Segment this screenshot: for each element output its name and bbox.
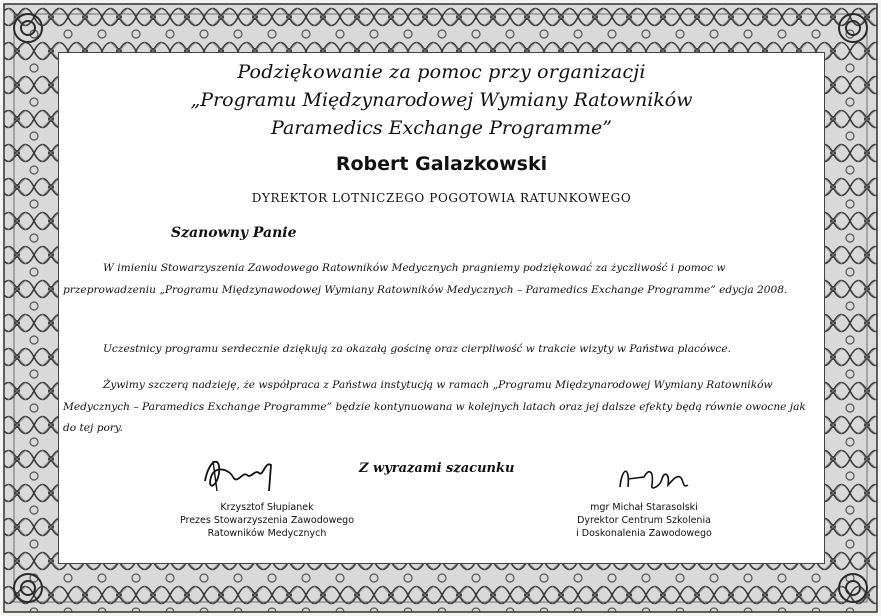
left-signatory-title-1: Prezes Stowarzyszenia Zawodowego (179, 515, 355, 526)
left-signatory-name: Krzysztof Słupianek (220, 502, 314, 513)
right-signatory-name: mgr Michał Starasolski (590, 502, 698, 513)
closing: Z wyrazami szacunku (359, 461, 515, 476)
left-signatory-title-2: Ratowników Medycznych (207, 528, 327, 539)
recipient-name: Robert Galazkowski (335, 153, 548, 175)
paragraph-3: Żywimy szczerą nadzieję, że współpraca z Państwa instytucją w ramach „Programu Międzynarodowej Wymiany Ratowników Medycznych – Paramedics Exchange Programme” będzie kontynuowana w kolejnych latach oraz jej dalsze efekty będą równie owocne jak do tej pory. (63, 379, 806, 434)
right-signatory-title-1: Dyrektor Centrum Szkolenia (577, 515, 711, 526)
right-signatory-title-2: i Doskonalenia Zawodowego (576, 528, 712, 539)
right-signature (614, 457, 694, 497)
title-line-2: „Programu Międzynarodowej Wymiany Ratowników (190, 89, 693, 111)
title-line-3: Paramedics Exchange Programme” (271, 117, 612, 139)
paragraph-1: W imieniu Stowarzyszenia Zawodowego Ratowników Medycznych pragniemy podziękować za życzliwość i pomoc w przeprowadzeniu „Programu Międzynawodowej Wymiany Ratowników Medycznych – Paramedics Exchange Programme” edycja 2008. (63, 262, 788, 296)
salutation: Szanowny Panie (171, 225, 297, 241)
paragraph-2: Uczestnicy programu serdecznie dziękują za okazałą gościnę oraz cierpliwość w trakcie wizyty w Państwa placówce. (103, 343, 731, 355)
recipient-role: DYREKTOR LOTNICZEGO POGOTOWIA RATUNKOWEGO (251, 191, 632, 205)
left-signature (199, 451, 279, 497)
certificate-body (58, 52, 825, 564)
left-signatory (147, 501, 387, 540)
right-signatory (544, 501, 744, 540)
title-line-1: Podziękowanie za pomoc przy organizacji (237, 61, 646, 83)
